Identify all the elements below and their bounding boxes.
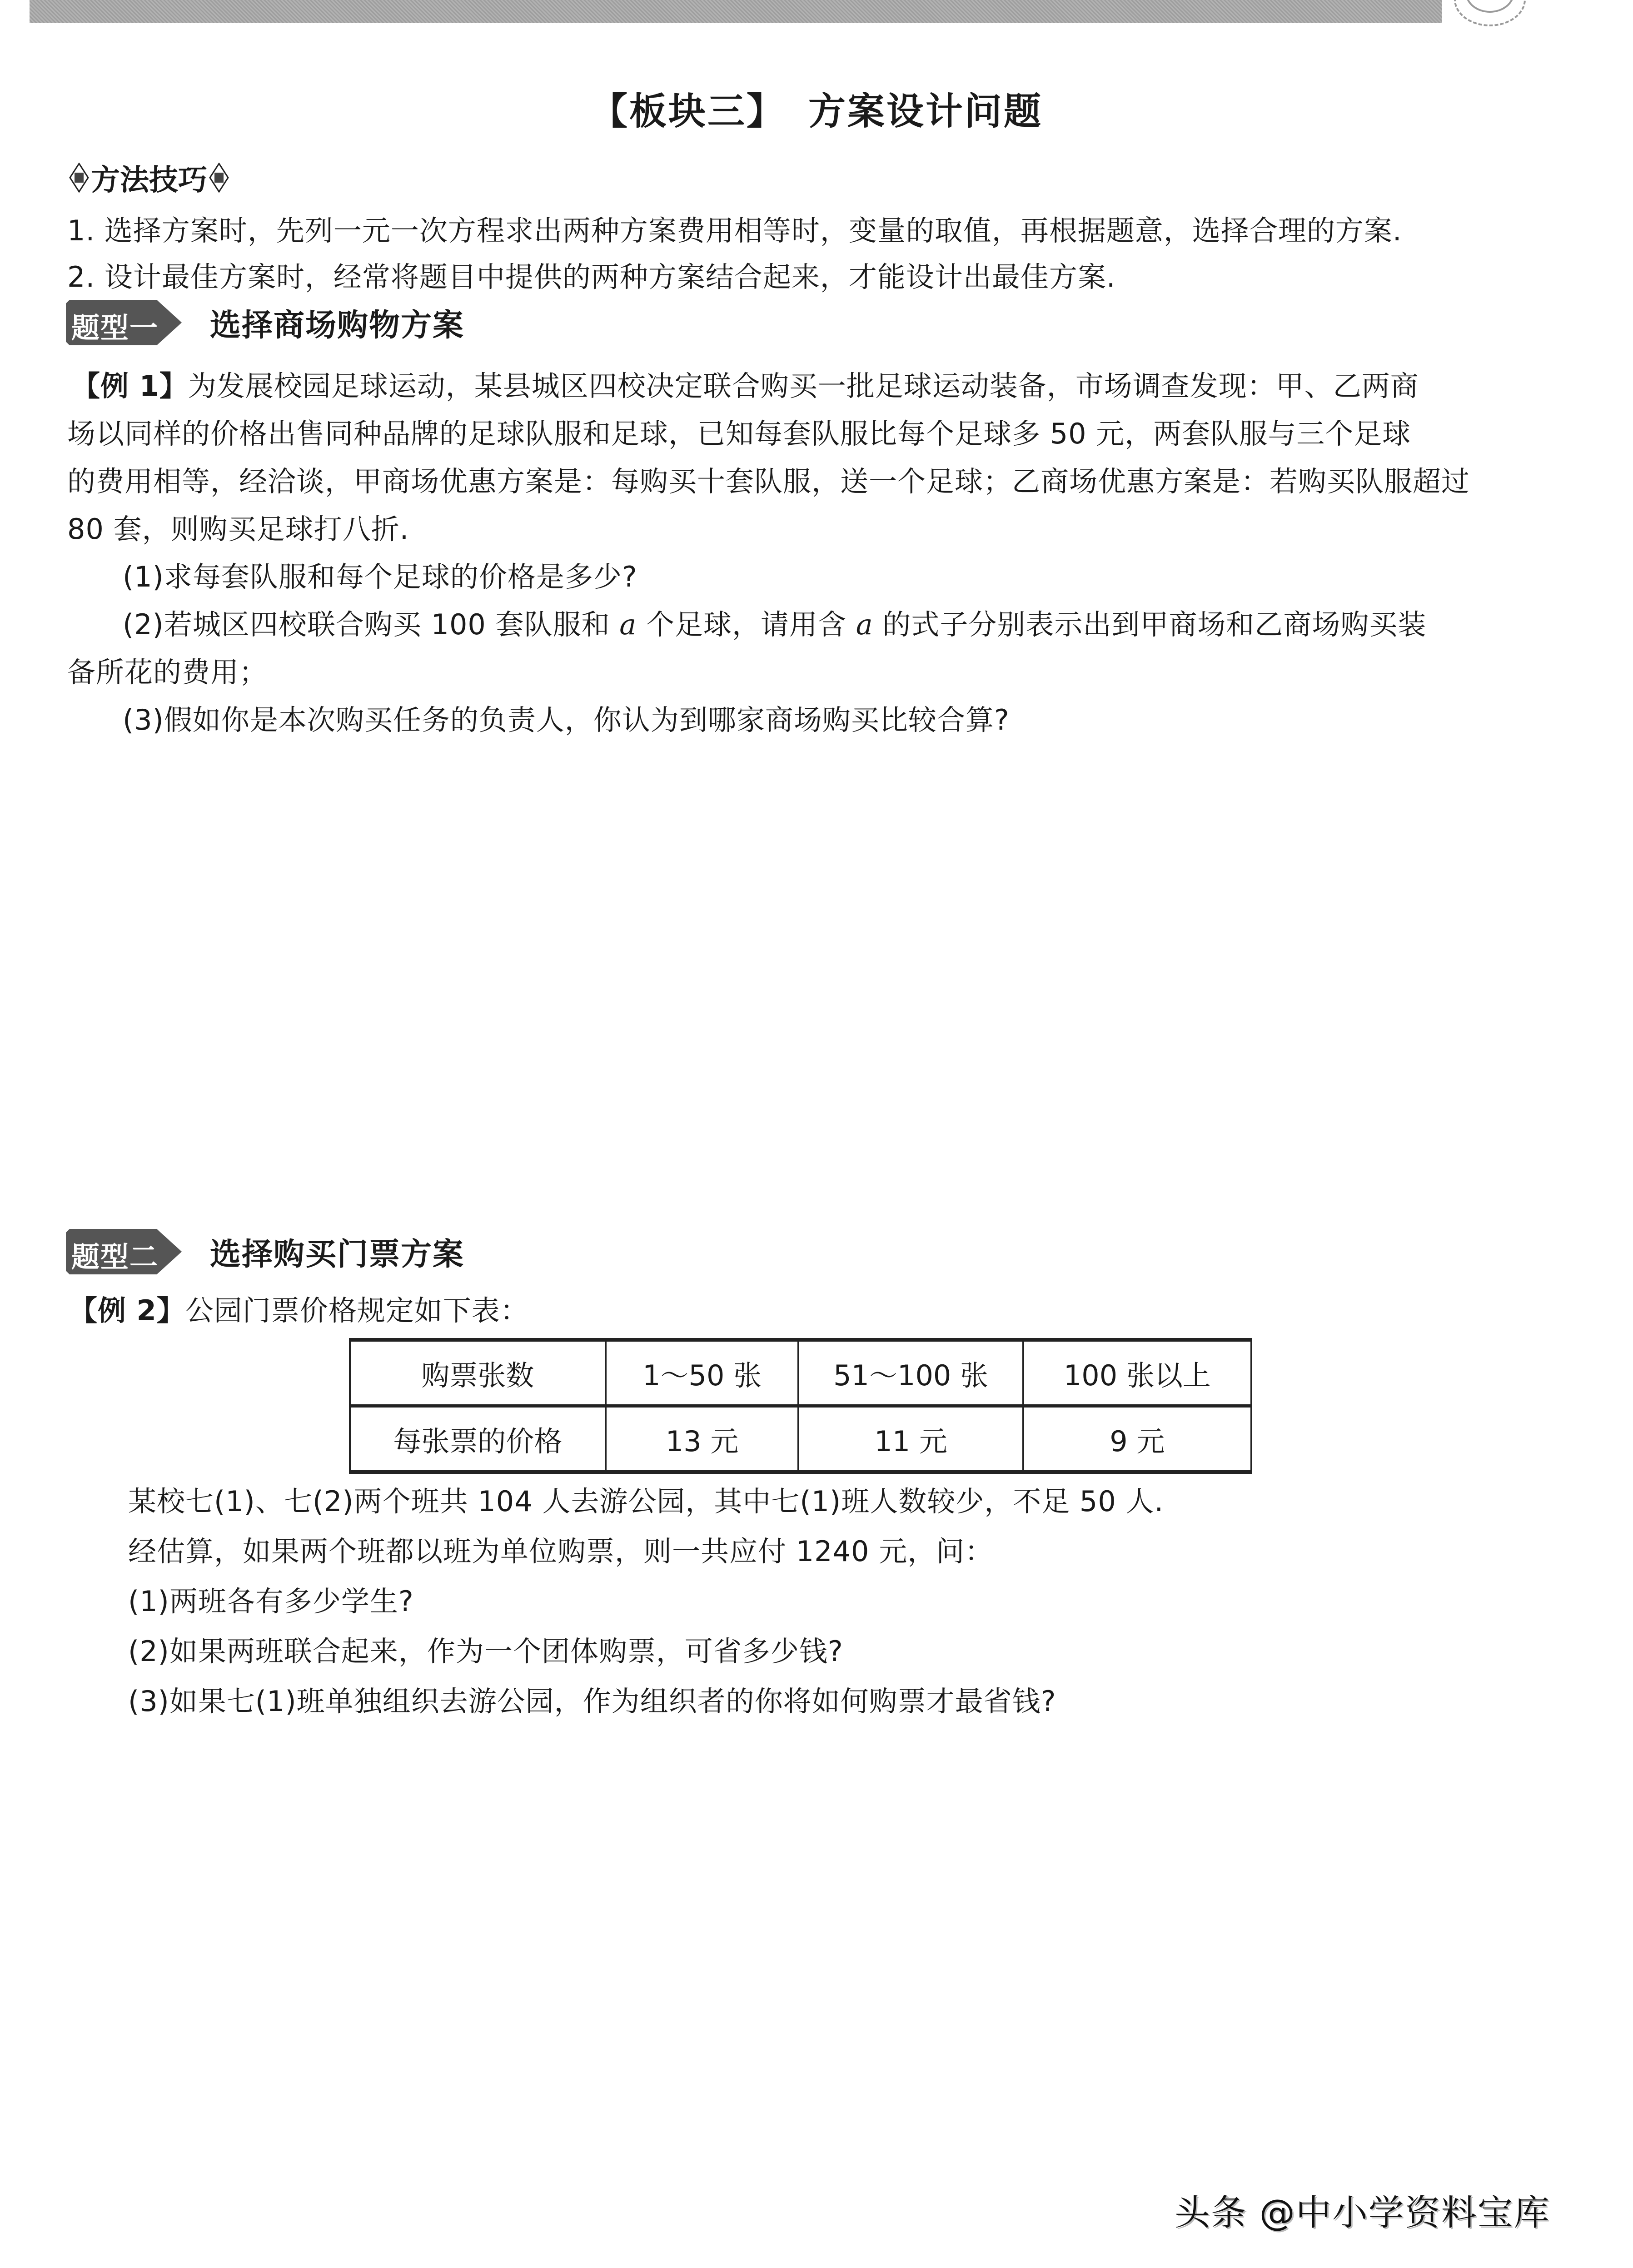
example2-question-3: (3)如果七(1)班单独组织去游公园，作为组织者的你将如何购票才最省钱?: [128, 1685, 1056, 1718]
method-tips-heading: [67, 157, 231, 199]
example2-question-2: (2)如果两班联合起来，作为一个团体购票，可省多少钱?: [128, 1635, 843, 1668]
variable-a: a: [619, 608, 637, 641]
table-row: [350, 1340, 1251, 1406]
table-cell: 每张票的价格: [350, 1406, 606, 1472]
type2-badge-label: 题型二: [71, 1240, 159, 1273]
variable-a: a: [856, 608, 873, 641]
table-row: [350, 1406, 1251, 1472]
table-cell: 购票张数: [350, 1340, 606, 1406]
type2-title: 选择购买门票方案: [210, 1236, 465, 1273]
type-badge: [66, 1229, 182, 1274]
method-tip-1: 1. 选择方案时，先列一元一次方程求出两种方案费用相等时，变量的取值，再根据题意，选择合理的方案.: [67, 214, 1402, 247]
table-cell: 13 元: [606, 1406, 799, 1472]
table-cell: 100 张以上: [1023, 1340, 1251, 1406]
method-tips-label: 方法技巧: [91, 164, 207, 197]
example2-intro: [69, 1288, 529, 1328]
method-tip-2: 2. 设计最佳方案时，经常将题目中提供的两种方案结合起来，才能设计出最佳方案.: [67, 260, 1116, 293]
page-header-band: [30, 0, 1442, 23]
example2-line-2: 经估算，如果两个班都以班为单位购票，则一共应付 1240 元，问：: [128, 1535, 994, 1568]
table-cell: 11 元: [798, 1406, 1023, 1472]
section-title-text: 方案设计问题: [808, 90, 1043, 133]
example1-line-3: 的费用相等，经洽谈，甲商场优惠方案是：每购买十套队服，送一个足球；乙商场优惠方案是：若购买队服超过: [67, 465, 1470, 498]
example1-question-2: [123, 602, 1426, 642]
type1-header: [66, 300, 464, 345]
example2-line-1: 某校七(1)、七(2)两个班共 104 人去游公园，其中七(1)班人数较少，不足 50 人.: [128, 1485, 1164, 1518]
diamond-icon: [209, 163, 229, 193]
table-cell: 9 元: [1023, 1406, 1251, 1472]
example1-label: 【例 1】: [72, 369, 188, 403]
example1-line-2: 场以同样的价格出售同种品牌的足球队服和足球，已知每套队服比每个足球多 50 元，两套队服与三个足球: [67, 417, 1411, 450]
type-badge: [66, 300, 182, 345]
ticket-price-table: [349, 1338, 1252, 1474]
example1-text: 为发展校园足球运动，某县城区四校决定联合购买一批足球运动装备，市场调查发现：甲、乙两商: [188, 369, 1419, 403]
q2-text-c: 的式子分别表示出到甲商场和乙商场购买装: [873, 608, 1427, 641]
q2-text-a: (2)若城区四校联合购买 100 套队服和: [123, 608, 620, 641]
example1-question-2-cont: 备所花的费用；: [67, 656, 268, 689]
example1-question-3: (3)假如你是本次购买任务的负责人，你认为到哪家商场购买比较合算?: [123, 703, 1010, 736]
example2-question-1: (1)两班各有多少学生?: [128, 1585, 414, 1618]
section-title-bracket: 【板块三】: [590, 90, 786, 133]
type1-title: 选择商场购物方案: [210, 307, 465, 343]
section-title: [0, 82, 1633, 135]
watermark: 头条 @中小学资料宝库: [1175, 2193, 1550, 2233]
q2-text-b: 个足球，请用含: [637, 608, 856, 641]
example1-line-4: 80 套，则购买足球打八折.: [67, 512, 409, 546]
example1-line-1: [67, 363, 1419, 404]
example2-intro-text: 公园门票价格规定如下表：: [185, 1294, 529, 1327]
type2-header: [66, 1229, 464, 1274]
example2-label: 【例 2】: [69, 1294, 185, 1327]
table-cell: 1～50 张: [606, 1340, 799, 1406]
diamond-icon: [69, 163, 89, 193]
example1-question-1: (1)求每套队服和每个足球的价格是多少?: [123, 560, 637, 593]
type1-badge-label: 题型一: [71, 311, 159, 344]
table-cell: 51～100 张: [798, 1340, 1023, 1406]
